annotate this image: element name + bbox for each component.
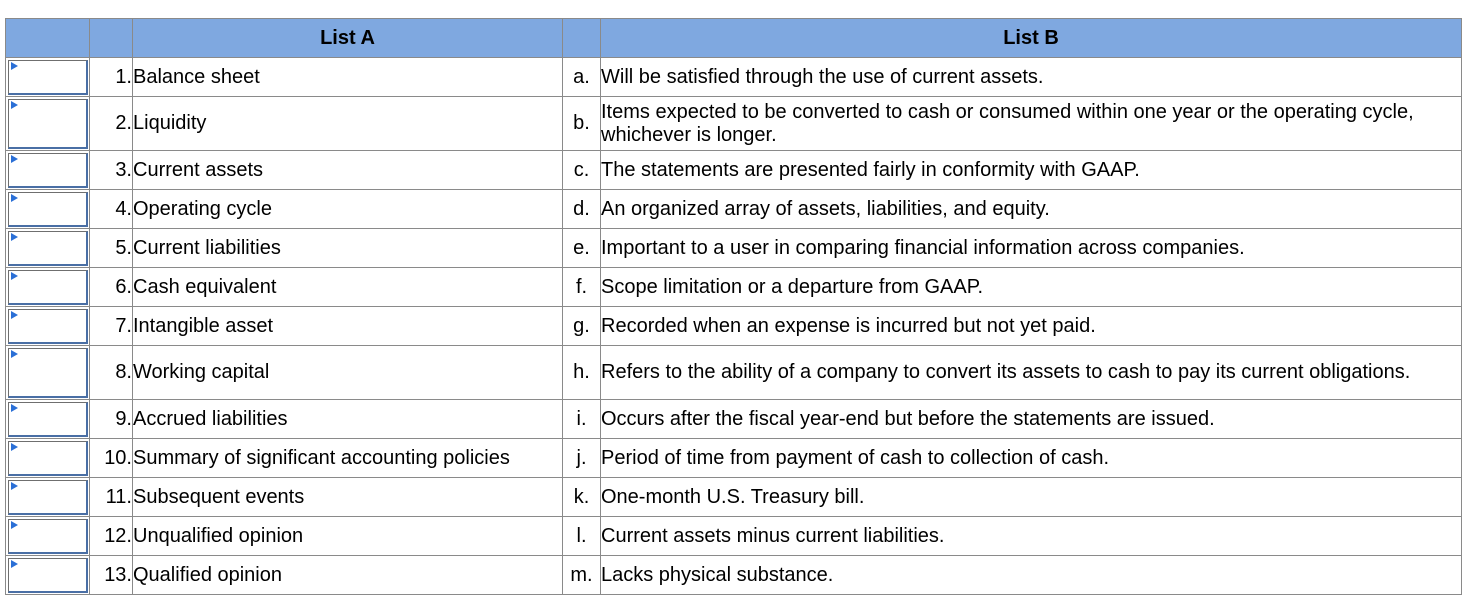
- answer-dropdown[interactable]: [8, 480, 88, 515]
- answer-dropdown[interactable]: [8, 309, 88, 344]
- definition-letter: d.: [563, 190, 601, 229]
- dropdown-indicator-icon: [11, 233, 18, 241]
- definition-text: One-month U.S. Treasury bill.: [601, 478, 1462, 517]
- answer-cell: [6, 400, 90, 439]
- definition-letter: m.: [563, 556, 601, 595]
- term-number: 5.: [90, 229, 133, 268]
- matching-table-container: [5, 18, 1462, 595]
- header-letter: [563, 19, 601, 58]
- table-row: [6, 151, 1462, 190]
- matching-table: [5, 18, 1462, 595]
- term-label: Balance sheet: [133, 58, 563, 97]
- term-label: Accrued liabilities: [133, 400, 563, 439]
- definition-text: The statements are presented fairly in conformity with GAAP.: [601, 151, 1462, 190]
- term-label: Summary of significant accounting policies: [133, 439, 563, 478]
- answer-cell: [6, 268, 90, 307]
- term-number: 12.: [90, 517, 133, 556]
- definition-letter: c.: [563, 151, 601, 190]
- answer-cell: [6, 229, 90, 268]
- term-number: 6.: [90, 268, 133, 307]
- term-number: 10.: [90, 439, 133, 478]
- table-row: [6, 190, 1462, 229]
- definition-letter: f.: [563, 268, 601, 307]
- term-label: Unqualified opinion: [133, 517, 563, 556]
- table-row: [6, 556, 1462, 595]
- answer-dropdown[interactable]: [8, 231, 88, 266]
- definition-text: Scope limitation or a departure from GAAP.: [601, 268, 1462, 307]
- table-row: [6, 58, 1462, 97]
- term-number: 4.: [90, 190, 133, 229]
- dropdown-indicator-icon: [11, 443, 18, 451]
- answer-dropdown[interactable]: [8, 153, 88, 188]
- answer-dropdown[interactable]: [8, 558, 88, 593]
- answer-dropdown[interactable]: [8, 441, 88, 476]
- term-number: 3.: [90, 151, 133, 190]
- table-row: [6, 400, 1462, 439]
- definition-text: Items expected to be converted to cash or consumed within one year or the operating cycle, whichever is longer.: [601, 97, 1462, 151]
- answer-cell: [6, 439, 90, 478]
- table-row: [6, 517, 1462, 556]
- dropdown-indicator-icon: [11, 155, 18, 163]
- dropdown-indicator-icon: [11, 194, 18, 202]
- definition-letter: l.: [563, 517, 601, 556]
- table-row: [6, 439, 1462, 478]
- definition-text: Occurs after the fiscal year-end but before the statements are issued.: [601, 400, 1462, 439]
- term-number: 8.: [90, 346, 133, 400]
- answer-cell: [6, 151, 90, 190]
- definition-text: Lacks physical substance.: [601, 556, 1462, 595]
- definition-letter: k.: [563, 478, 601, 517]
- table-row: [6, 307, 1462, 346]
- header-list-b: List B: [601, 19, 1462, 58]
- answer-dropdown[interactable]: [8, 60, 88, 95]
- term-label: Operating cycle: [133, 190, 563, 229]
- answer-cell: [6, 478, 90, 517]
- definition-letter: e.: [563, 229, 601, 268]
- term-number: 1.: [90, 58, 133, 97]
- definition-letter: h.: [563, 346, 601, 400]
- header-number: [90, 19, 133, 58]
- definition-text: Refers to the ability of a company to convert its assets to cash to pay its current obligations.: [601, 346, 1462, 400]
- definition-text: Current assets minus current liabilities.: [601, 517, 1462, 556]
- answer-cell: [6, 556, 90, 595]
- definition-letter: a.: [563, 58, 601, 97]
- dropdown-indicator-icon: [11, 350, 18, 358]
- term-label: Working capital: [133, 346, 563, 400]
- dropdown-indicator-icon: [11, 311, 18, 319]
- term-label: Current liabilities: [133, 229, 563, 268]
- term-number: 9.: [90, 400, 133, 439]
- answer-dropdown[interactable]: [8, 99, 88, 149]
- term-number: 2.: [90, 97, 133, 151]
- answer-dropdown[interactable]: [8, 402, 88, 437]
- table-row: [6, 97, 1462, 151]
- answer-cell: [6, 58, 90, 97]
- term-number: 7.: [90, 307, 133, 346]
- definition-letter: b.: [563, 97, 601, 151]
- term-number: 11.: [90, 478, 133, 517]
- term-label: Subsequent events: [133, 478, 563, 517]
- answer-cell: [6, 517, 90, 556]
- table-row: [6, 478, 1462, 517]
- definition-text: An organized array of assets, liabilities, and equity.: [601, 190, 1462, 229]
- term-label: Liquidity: [133, 97, 563, 151]
- definition-letter: i.: [563, 400, 601, 439]
- dropdown-indicator-icon: [11, 272, 18, 280]
- answer-cell: [6, 190, 90, 229]
- term-label: Current assets: [133, 151, 563, 190]
- dropdown-indicator-icon: [11, 560, 18, 568]
- answer-cell: [6, 346, 90, 400]
- dropdown-indicator-icon: [11, 62, 18, 70]
- definition-letter: j.: [563, 439, 601, 478]
- term-label: Cash equivalent: [133, 268, 563, 307]
- header-list-a: List A: [133, 19, 563, 58]
- definition-text: Will be satisfied through the use of current assets.: [601, 58, 1462, 97]
- answer-dropdown[interactable]: [8, 348, 88, 398]
- dropdown-indicator-icon: [11, 482, 18, 490]
- definition-text: Recorded when an expense is incurred but not yet paid.: [601, 307, 1462, 346]
- dropdown-indicator-icon: [11, 101, 18, 109]
- term-label: Intangible asset: [133, 307, 563, 346]
- answer-cell: [6, 97, 90, 151]
- term-number: 13.: [90, 556, 133, 595]
- dropdown-indicator-icon: [11, 521, 18, 529]
- header-answer: [6, 19, 90, 58]
- dropdown-indicator-icon: [11, 404, 18, 412]
- answer-cell: [6, 307, 90, 346]
- answer-dropdown[interactable]: [8, 192, 88, 227]
- answer-dropdown[interactable]: [8, 270, 88, 305]
- term-label: Qualified opinion: [133, 556, 563, 595]
- definition-text: Period of time from payment of cash to collection of cash.: [601, 439, 1462, 478]
- table-row: [6, 268, 1462, 307]
- table-row: [6, 229, 1462, 268]
- definition-letter: g.: [563, 307, 601, 346]
- definition-text: Important to a user in comparing financial information across companies.: [601, 229, 1462, 268]
- table-row: [6, 346, 1462, 400]
- answer-dropdown[interactable]: [8, 519, 88, 554]
- header-row: [6, 19, 1462, 58]
